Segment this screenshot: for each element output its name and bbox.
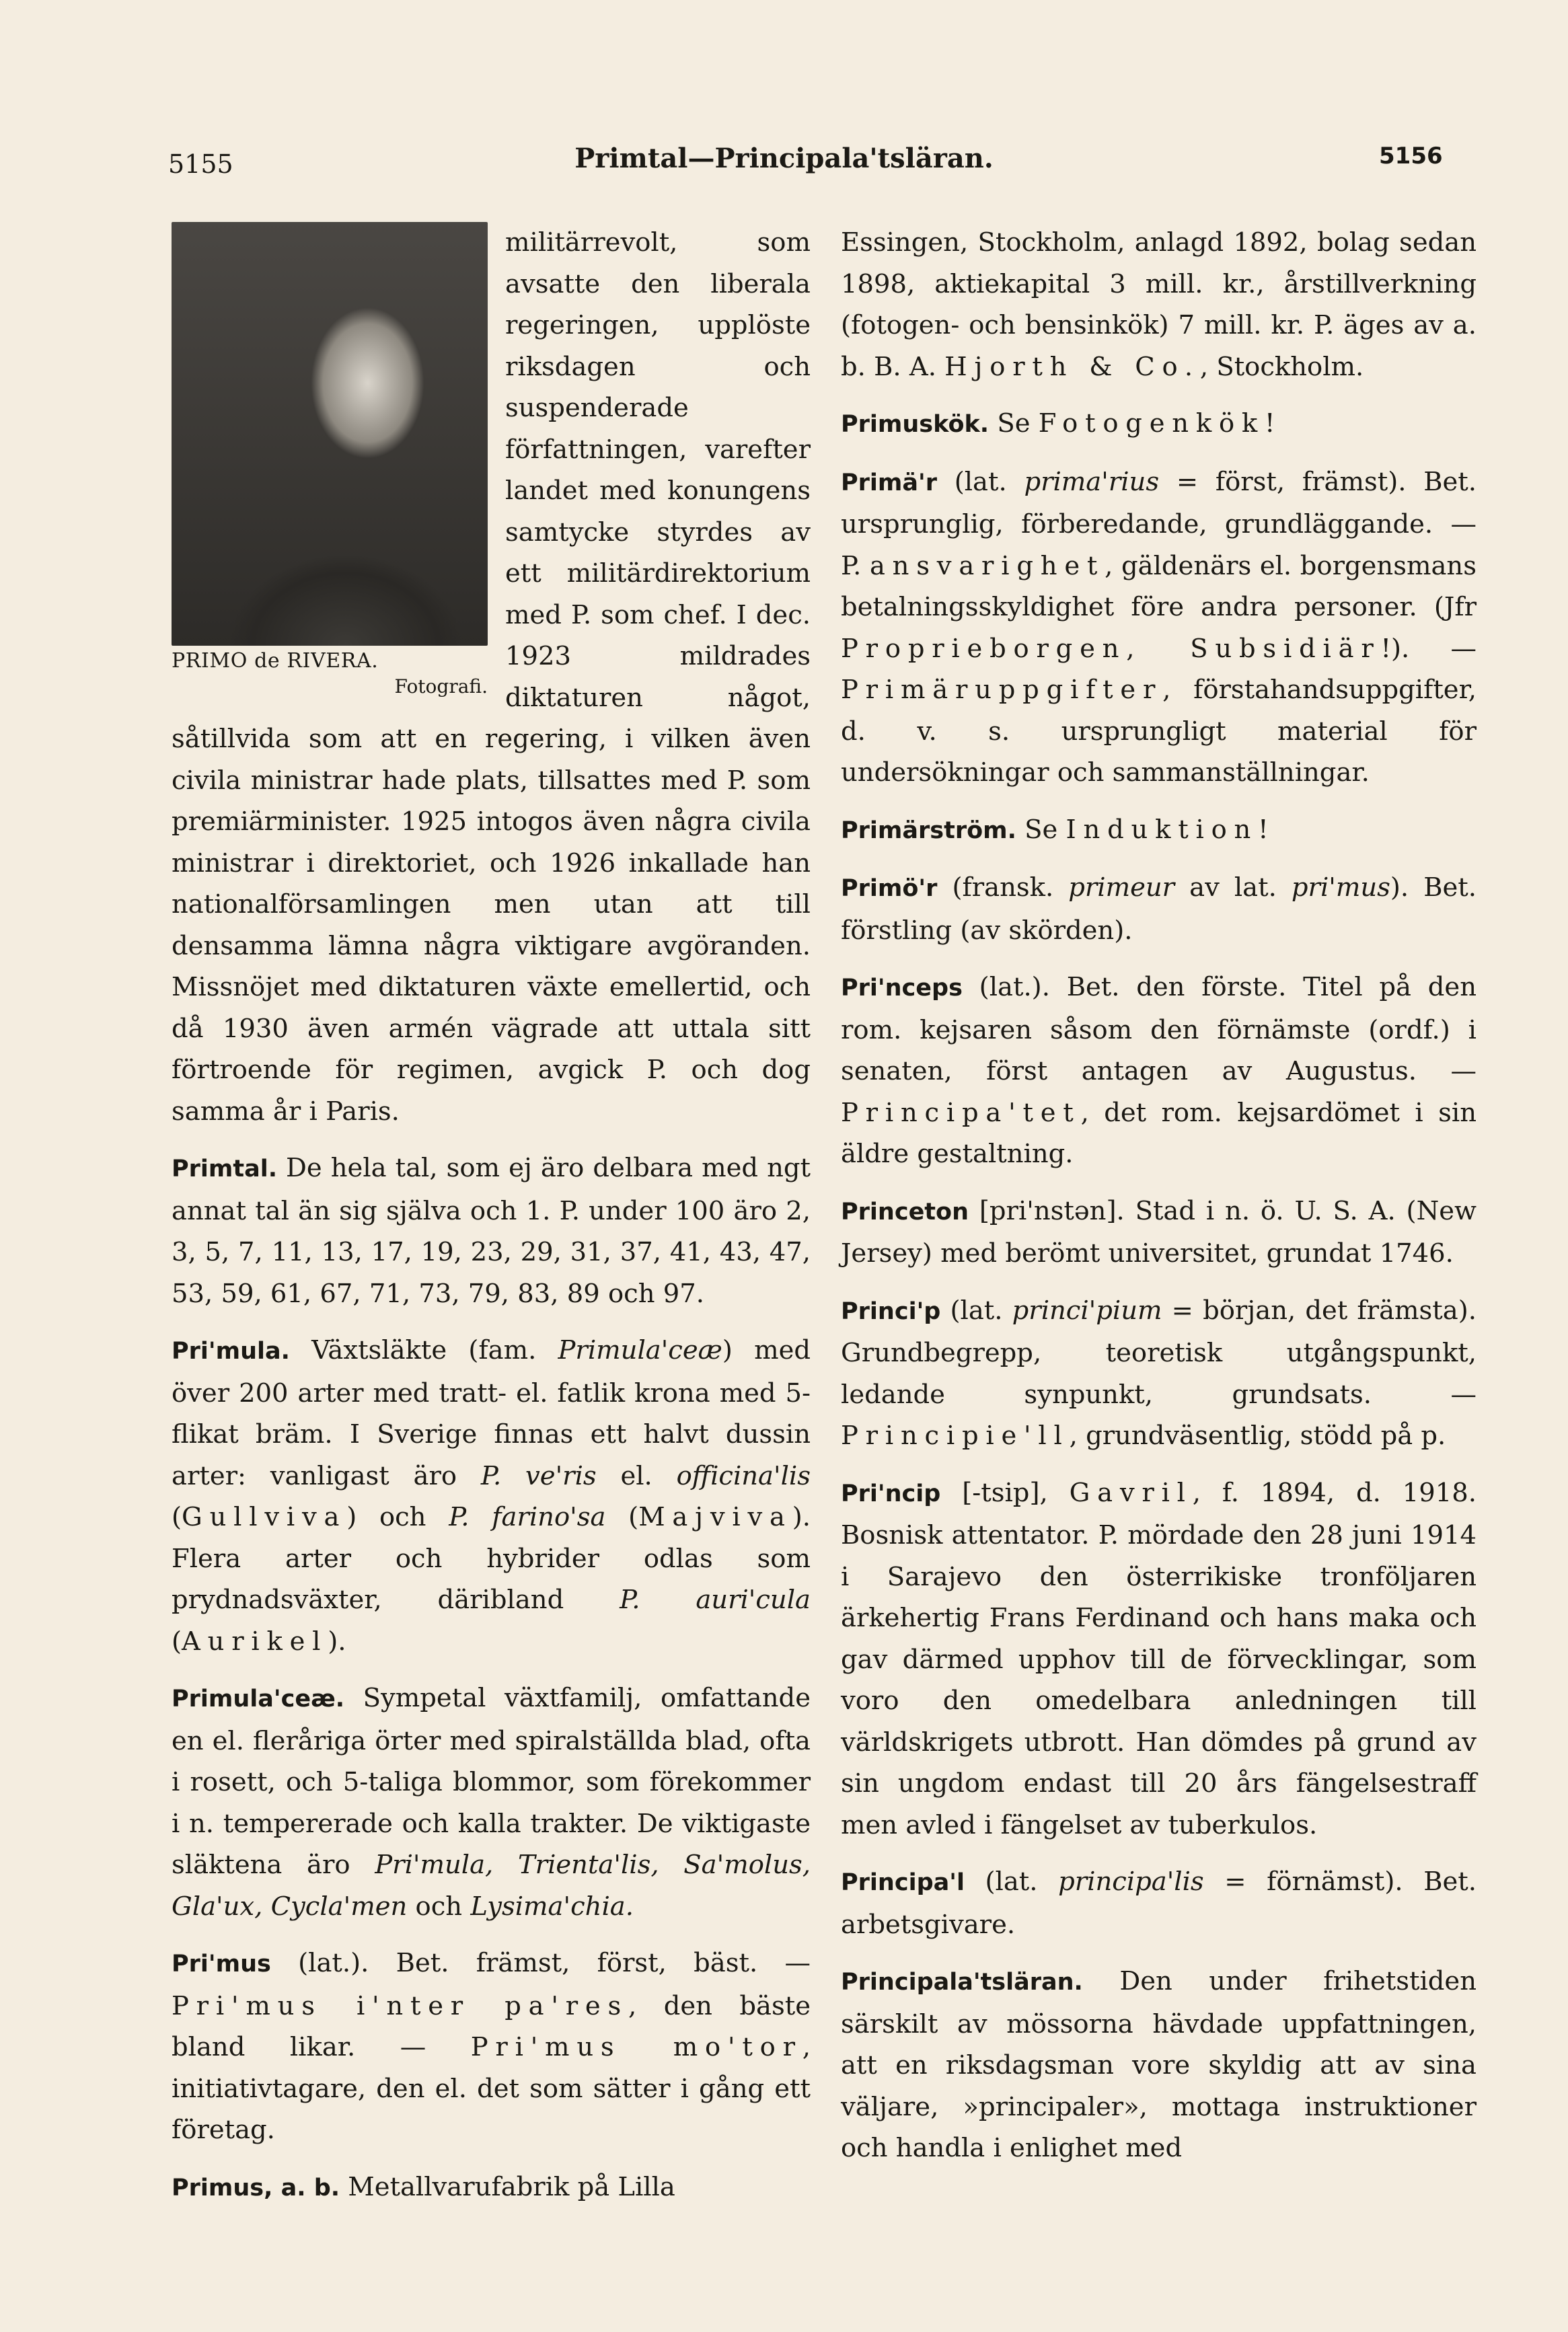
entry-primar <box>841 461 1477 794</box>
latin-term: officina'lis <box>676 1460 811 1491</box>
headword: Princi'p <box>841 1297 941 1325</box>
spaced-term: Induktion <box>1066 814 1259 845</box>
page-number-right: 5156 <box>1379 143 1443 170</box>
latin-term: princi'pium <box>1012 1295 1162 1326</box>
entry-text: ! <box>1265 408 1275 439</box>
headword: Principa'l <box>841 1869 965 1896</box>
entry-text: [pri'nstən]. Stad i n. ö. U. S. A. (New Jersey) med berömt universitet, grundat 1746. <box>841 1195 1477 1269</box>
right-column <box>841 222 1477 2185</box>
portrait-photo <box>172 222 488 646</box>
latin-term: prima'rius <box>1024 466 1160 497</box>
latin-term: Primula'ceæ <box>558 1335 722 1365</box>
entry-text: De hela tal, som ej äro delbara med ngt annat tal än sig själva och 1. P. under 100 äro 2, 3, 5, 7, 11, 13, 17, 19, 23, 29, 31, 37, 41, 43, 47, 53, 59, 61, 67, 71, 73, 79, 83, 89 och 97. <box>172 1153 811 1309</box>
headword: Primä'r <box>841 469 937 496</box>
spaced-term: Principie'll <box>841 1421 1070 1451</box>
latin-term: principa'lis <box>1058 1867 1204 1897</box>
latin-term: P. ve'ris <box>480 1460 597 1491</box>
entry-text: och <box>407 1891 471 1922</box>
entry-text: Sympetal växtfamilj, omfattande en el. fleråriga örter med spiralställda blad, ofta i rosett, och 5-taliga blommor, som förekommer i n. tempererade och kalla trakter. De viktigaste släktena äro <box>172 1683 811 1880</box>
latin-term: primeur <box>1068 872 1175 903</box>
entry-principalatslaran <box>841 1961 1477 2169</box>
latin-term: Lysima'chia. <box>470 1891 634 1922</box>
headword: Pri'nceps <box>841 975 963 1002</box>
entry-text: = förnämst). Bet. arbetsgivare. <box>841 1867 1477 1940</box>
entry-text: Essingen, Stockholm, anlagd 1892, bolag sedan 1898, aktiekapital 3 mill. kr., årstillverkning (fotogen- och bensinkök) 7 mill. kr. P. äges av a. b. B. A. <box>841 227 1477 382</box>
entry-text: (lat.). Bet. främst, först, bäst. — <box>270 1948 811 1978</box>
entry-text: ). Flera arter och hybrider odlas som prydnadsväxter, däribland <box>172 1502 811 1615</box>
entry-princeps <box>841 967 1477 1175</box>
spaced-term: Aurikel <box>182 1626 328 1657</box>
entry-princip-gavril <box>841 1472 1477 1846</box>
entry-text: [-tsip], <box>940 1477 1070 1508</box>
spaced-term: Fotogenkök <box>1038 408 1265 439</box>
entry-text: , förstahandsuppgifter, d. v. s. ursprungligt material för undersökningar och sammanställningar. <box>841 675 1477 788</box>
caption-name: PRIMO de RIVERA. <box>172 649 379 673</box>
entry-text: Se <box>989 408 1039 439</box>
entry-text: = början, det främsta). Grundbegrepp, teoretisk utgångspunkt, ledande synpunkt, grundsats. — <box>841 1295 1477 1410</box>
spaced-term: Hjorth & Co. <box>944 351 1200 382</box>
headword: Primuskök. <box>841 411 990 438</box>
page-number-left: 5155 <box>168 149 233 179</box>
entry-primuskok <box>841 403 1477 446</box>
latin-term: pri'mus <box>1291 872 1390 903</box>
entry-text: ) med över 200 arter med tratt- el. fatlik krona med 5-flikat bräm. I Sverige finnas ett halvt dussin arter: vanligast äro <box>172 1335 811 1491</box>
spaced-term: Principa'tet <box>841 1097 1081 1128</box>
entry-primula <box>172 1330 811 1662</box>
entry-text: av lat. <box>1174 872 1292 903</box>
entry-text: Metallvarufabrik på Lilla <box>340 2171 675 2202</box>
entry-text: , den bäste bland likar. — <box>172 1990 811 2062</box>
entry-text: ( <box>605 1502 639 1532</box>
headword: Primtal. <box>172 1156 278 1182</box>
entry-text: ( <box>172 1502 182 1532</box>
headword: Primärström. <box>841 817 1016 844</box>
running-head: Primtal—Principala'tsläran. <box>574 143 994 174</box>
headword: Pri'ncip <box>841 1480 941 1507</box>
headword: Principala'tsläran. <box>841 1969 1083 1996</box>
entry-text: ( <box>172 1626 182 1657</box>
portrait-figure <box>172 222 488 700</box>
entry-primor <box>841 867 1477 951</box>
spaced-term: Primäruppgifter <box>841 675 1163 705</box>
headword: Primus, a. b. <box>172 2174 340 2202</box>
entry-text: (lat.). Bet. den förste. Titel på den rom. kejsaren såsom den förnämste (ordf.) i senaten, först antagen av Augustus. — <box>841 972 1477 1086</box>
entry-text: ! <box>1258 814 1269 845</box>
entry-text: ) och <box>346 1502 449 1532</box>
entry-text: (lat. <box>964 1867 1059 1897</box>
entry-princeton <box>841 1191 1477 1275</box>
spaced-term: Majviva <box>638 1502 792 1532</box>
entry-text: militärrevolt, som avsatte den liberala regeringen, upplöste riksdagen och suspenderade författningen, varefter landet med konungens samtycke styrdes av ett militärdirektorium med P. som chef. I dec. 1923 mildrades diktaturen något, såtillvida som att en regering, i vilken även civila ministrar hade plats, tillsattes med P. som premiärminister. 1925 intogos även några civila ministrar i direktoriet, och 1926 inkallade han nationalförsamlingen men utan att till densamma lämna några viktigare avgöranden. Missnöjet med diktaturen växte emellertid, och då 1930 även armén vägrade att uttala sitt förtroende för regimen, avgick P. och dog samma år i Paris. <box>172 227 811 1127</box>
entry-text: Den under frihetstiden särskilt av mössorna hävdade uppfattningen, att en riksdagsman vore skyldig att av sina väljare, »principaler», mottaga instruktioner och handla i enlighet med <box>841 1966 1477 2163</box>
entry-text: , Stockholm. <box>1199 351 1364 382</box>
latin-term: Pri'mula, Trienta'lis, Sa'molus, Gla'ux, Cycla'men <box>172 1850 811 1922</box>
entry-primus-ab <box>172 2167 811 2210</box>
entry-text: , grundväsentlig, stödd på p. <box>1069 1421 1446 1451</box>
spaced-term: Proprieborgen, Subsidiär <box>841 633 1381 664</box>
entry-principal <box>841 1861 1477 1945</box>
entry-text: (lat. <box>940 1295 1012 1326</box>
entry-text: !). — <box>1380 633 1477 664</box>
entry-text: Växtsläkte (fam. <box>289 1335 558 1365</box>
entry-text: ). <box>328 1626 346 1657</box>
entry-text: ). Bet. förstling (av skörden). <box>841 872 1477 946</box>
left-column <box>172 222 811 2224</box>
caption-credit: Fotografi. <box>394 675 488 698</box>
entry-text: el. <box>596 1460 677 1491</box>
entry-text: (fransk. <box>937 872 1069 903</box>
spaced-term: Gullviva <box>182 1502 347 1532</box>
spaced-term: Gavril <box>1069 1477 1193 1508</box>
headword: Primula'ceæ. <box>172 1686 345 1713</box>
latin-term: P. auri'cula <box>620 1585 811 1615</box>
entry-text: Se <box>1016 814 1066 845</box>
headword: Princeton <box>841 1198 969 1226</box>
entry-text: , f. 1894, d. 1918. Bosnisk attentator. P. mördade den 28 juni 1914 i Sarajevo den österrikiske tronföljaren ärkehertig Frans Ferdinand och hans maka och gav därmed upphov till de förvecklingar, som voro den omedelbara anledningen till världskrigets utbrott. Han dömdes på grund av sin ungdom endast till 20 års fängelsestraff men avled i fängelset av tuberkulos. <box>841 1477 1477 1840</box>
spaced-term: Pri'mus i'nter pa'res <box>172 1990 629 2021</box>
spaced-term: Pri'mus mo'tor <box>470 2032 802 2062</box>
entry-text: (lat. <box>936 466 1024 497</box>
entry-primtal <box>172 1148 811 1314</box>
entry-text: , gäldenärs el. borgensmans betalningsskyldighet före andra personer. (Jfr <box>841 550 1477 622</box>
portrait-caption <box>172 648 488 700</box>
entry-primus <box>172 1943 811 2151</box>
entry-text: , det rom. kejsardömet i sin äldre gestaltning. <box>841 1097 1477 1169</box>
entry-text: , initiativtagare, den el. det som sätter i gång ett företag. <box>172 2032 811 2145</box>
headword: Pri'mus <box>172 1951 271 1978</box>
headword: Primö'r <box>841 875 938 902</box>
entry-primus-ab-continued <box>841 222 1477 387</box>
entry-text: = först, främst). Bet. ursprunglig, förberedande, grundläggande. — P. <box>841 466 1477 581</box>
entry-primarstrom <box>841 809 1477 852</box>
entry-princip <box>841 1290 1477 1457</box>
latin-term: P. farino'sa <box>449 1502 606 1532</box>
entry-primulaceae <box>172 1678 811 1927</box>
spaced-term: ansvarighet <box>869 550 1105 581</box>
headword: Pri'mula. <box>172 1338 290 1365</box>
